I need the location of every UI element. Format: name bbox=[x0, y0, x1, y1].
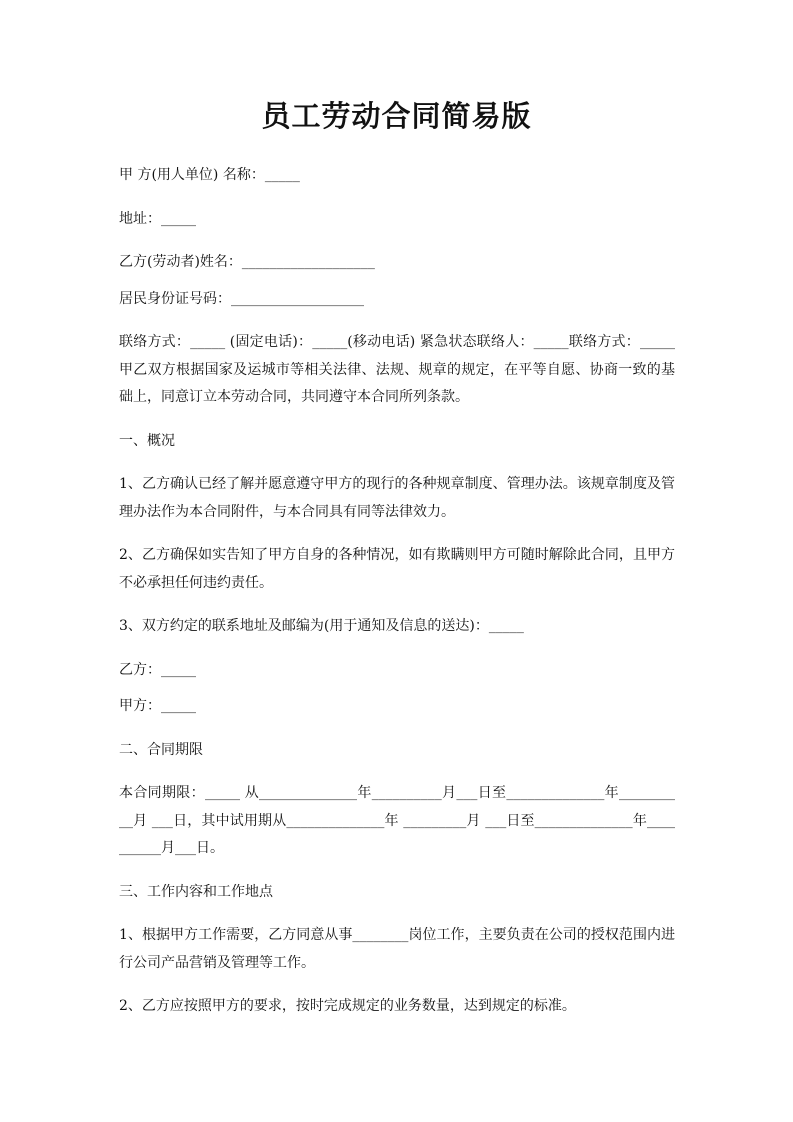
party-b-id-number: 居民身份证号码：___________________ bbox=[119, 290, 364, 307]
section-heading-work: 三、工作内容和工作地点 bbox=[119, 883, 273, 900]
clause-1-3: 3、双方约定的联系地址及邮编为(用于通知及信息的送达)：_____ bbox=[119, 618, 524, 634]
party-b-name: 乙方(劳动者)姓名：___________________ bbox=[119, 254, 375, 270]
party-a-name: 甲 方(用人单位) 名称：_____ bbox=[119, 167, 300, 183]
party-a-signature: 甲方：_____ bbox=[119, 698, 196, 714]
party-b-signature: 乙方：_____ bbox=[119, 661, 196, 678]
section-heading-term: 二、合同期限 bbox=[119, 741, 203, 758]
clause-1-1: 1、乙方确认已经了解并愿意遵守甲方的现行的各种规章制度、管理办法。该规章制度及管理办法作为本合同附件，与本合同具有同等法律效力。 bbox=[119, 476, 675, 520]
contact-and-preamble: 联络方式：_____ (固定电话)：_____(移动电话) 紧急状态联络人：_____联络方式：_____ 甲乙双方根据国家及运城市等相关法律、法规、规章的规定，在平等自愿、协商一致的基础上，同意订立本劳动合同，共同遵守本合同所列条款。 bbox=[119, 334, 680, 405]
document-title: 员工劳动合同简易版 bbox=[261, 99, 532, 133]
clause-3-1: 1、根据甲方工作需要，乙方同意从事________岗位工作，主要负责在公司的授权范围内进行公司产品营销及管理等工作。 bbox=[119, 927, 675, 971]
contract-term-clause: 本合同期限：_____ 从______________年__________月___日至______________年__________月 ___日，其中试用期从______________年 _________月 ___日至______________年__________月___日。 bbox=[119, 785, 675, 856]
party-a-address: 地址：_____ bbox=[119, 210, 196, 227]
clause-3-2: 2、乙方应按照甲方的要求，按时完成规定的业务数量，达到规定的标准。 bbox=[119, 998, 576, 1014]
section-heading-overview: 一、概况 bbox=[119, 432, 175, 449]
clause-1-2: 2、乙方确保如实告知了甲方自身的各种情况，如有欺瞒则甲方可随时解除此合同，且甲方不必承担任何违约责任。 bbox=[119, 547, 675, 591]
